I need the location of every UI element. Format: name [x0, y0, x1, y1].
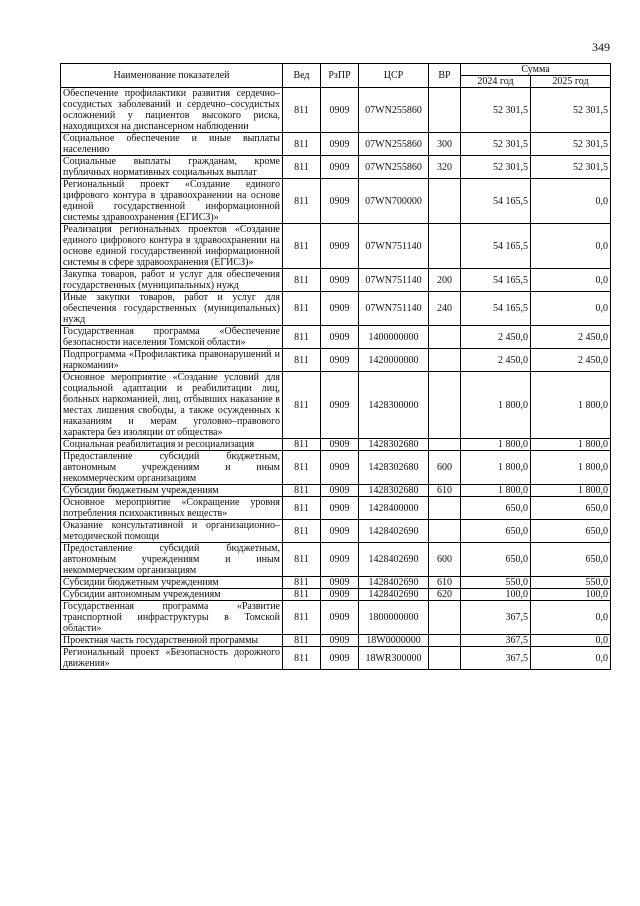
row-ved: 811 — [283, 497, 321, 520]
table-row — [61, 497, 611, 520]
row-ved: 811 — [283, 439, 321, 451]
row-name: Предоставление субсидий бюджетным, автономным учреждениям и иным некоммерческим организациям — [61, 451, 283, 485]
row-sum-2024: 54 165,5 — [461, 224, 531, 269]
table-header — [61, 64, 611, 88]
row-sum-2024: 650,0 — [461, 520, 531, 543]
row-vr: 610 — [429, 577, 461, 589]
table-row — [61, 269, 611, 292]
row-csr: 1428302680 — [359, 451, 429, 485]
row-name: Основное мероприятие «Создание условий для социальной адаптации и реабилитации лиц, больных наркоманией, лиц, отбывших наказание в местах лишения свободы, а также осужденных к наказаниям и мерам уголовно–правового характера без изоляции от общества» — [61, 372, 283, 439]
row-csr: 07WN255860 — [359, 156, 429, 179]
row-ved: 811 — [283, 601, 321, 635]
table-row — [61, 133, 611, 156]
row-vr — [429, 635, 461, 647]
row-ved: 811 — [283, 349, 321, 372]
row-name: Государственная программа «Развитие транспортной инфраструктуры в Томской области» — [61, 601, 283, 635]
row-name: Региональный проект «Создание единого цифрового контура в здравоохранении на основе единой государственной информационной системы здравоохранения (ЕГИСЗ)» — [61, 179, 283, 224]
row-rzpr: 0909 — [321, 497, 359, 520]
row-rzpr: 0909 — [321, 485, 359, 497]
table-row — [61, 88, 611, 133]
row-vr — [429, 349, 461, 372]
row-ved: 811 — [283, 133, 321, 156]
row-name: Оказание консультативной и организационно–методической помощи — [61, 520, 283, 543]
row-sum-2025: 650,0 — [531, 543, 611, 577]
header-sum: Сумма — [461, 64, 611, 76]
row-csr: 1428302680 — [359, 439, 429, 451]
row-sum-2024: 2 450,0 — [461, 326, 531, 349]
row-rzpr: 0909 — [321, 635, 359, 647]
row-sum-2024: 650,0 — [461, 543, 531, 577]
row-rzpr: 0909 — [321, 439, 359, 451]
row-rzpr: 0909 — [321, 520, 359, 543]
row-csr: 1800000000 — [359, 601, 429, 635]
row-name: Социальные выплаты гражданам, кроме публичных нормативных социальных выплат — [61, 156, 283, 179]
row-vr — [429, 88, 461, 133]
row-vr — [429, 647, 461, 670]
row-csr: 1420000000 — [359, 349, 429, 372]
row-sum-2025: 1 800,0 — [531, 439, 611, 451]
row-csr: 07WN255860 — [359, 133, 429, 156]
row-name: Субсидии бюджетным учреждениям — [61, 485, 283, 497]
table-row — [61, 224, 611, 269]
row-sum-2025: 0,0 — [531, 601, 611, 635]
page-number: 349 — [592, 40, 610, 54]
row-rzpr: 0909 — [321, 601, 359, 635]
table-row — [61, 485, 611, 497]
row-sum-2025: 0,0 — [531, 224, 611, 269]
header-year-2025: 2025 год — [531, 76, 611, 88]
row-vr: 320 — [429, 156, 461, 179]
row-sum-2025: 0,0 — [531, 647, 611, 670]
row-sum-2024: 550,0 — [461, 577, 531, 589]
row-vr: 610 — [429, 485, 461, 497]
row-csr: 1428300000 — [359, 372, 429, 439]
row-sum-2025: 52 301,5 — [531, 156, 611, 179]
row-rzpr: 0909 — [321, 349, 359, 372]
row-csr: 18WR300000 — [359, 647, 429, 670]
row-name: Проектная часть государственной программы — [61, 635, 283, 647]
row-name: Государственная программа «Обеспечение безопасности населения Томской области» — [61, 326, 283, 349]
row-name: Реализация региональных проектов «Создание единого цифрового контура в здравоохранении на основе единой государственной информационной системы в сфере здравоохранения (ЕГИСЗ)» — [61, 224, 283, 269]
header-rzpr: РзПР — [321, 64, 359, 88]
row-sum-2024: 1 800,0 — [461, 439, 531, 451]
row-sum-2024: 100,0 — [461, 589, 531, 601]
row-rzpr: 0909 — [321, 451, 359, 485]
table-row — [61, 439, 611, 451]
header-year-2024: 2024 год — [461, 76, 531, 88]
row-vr — [429, 326, 461, 349]
row-sum-2025: 100,0 — [531, 589, 611, 601]
row-sum-2024: 1 800,0 — [461, 451, 531, 485]
budget-table — [60, 63, 611, 670]
row-vr: 300 — [429, 133, 461, 156]
row-sum-2024: 52 301,5 — [461, 156, 531, 179]
row-ved: 811 — [283, 156, 321, 179]
table-row — [61, 179, 611, 224]
row-rzpr: 0909 — [321, 179, 359, 224]
row-sum-2024: 52 301,5 — [461, 88, 531, 133]
row-ved: 811 — [283, 372, 321, 439]
row-vr: 600 — [429, 451, 461, 485]
table-row — [61, 451, 611, 485]
row-rzpr: 0909 — [321, 133, 359, 156]
row-ved: 811 — [283, 224, 321, 269]
header-name: Наименование показателей — [61, 64, 283, 88]
row-sum-2025: 650,0 — [531, 520, 611, 543]
row-rzpr: 0909 — [321, 543, 359, 577]
row-name: Иные закупки товаров, работ и услуг для обеспечения государственных (муниципальных) нужд — [61, 292, 283, 326]
row-sum-2025: 550,0 — [531, 577, 611, 589]
table-body — [61, 88, 611, 670]
row-vr — [429, 497, 461, 520]
row-name: Социальная реабилитация и ресоциализация — [61, 439, 283, 451]
row-csr: 1400000000 — [359, 326, 429, 349]
row-ved: 811 — [283, 269, 321, 292]
row-ved: 811 — [283, 292, 321, 326]
row-ved: 811 — [283, 577, 321, 589]
row-csr: 1428402690 — [359, 577, 429, 589]
table-row — [61, 349, 611, 372]
row-vr: 200 — [429, 269, 461, 292]
row-sum-2025: 2 450,0 — [531, 349, 611, 372]
header-vr: ВР — [429, 64, 461, 88]
row-name: Закупка товаров, работ и услуг для обеспечения государственных (муниципальных) нужд — [61, 269, 283, 292]
row-sum-2025: 2 450,0 — [531, 326, 611, 349]
row-csr: 07WN751140 — [359, 292, 429, 326]
row-ved: 811 — [283, 589, 321, 601]
row-ved: 811 — [283, 88, 321, 133]
row-sum-2024: 1 800,0 — [461, 485, 531, 497]
row-sum-2024: 650,0 — [461, 497, 531, 520]
table-row — [61, 601, 611, 635]
row-csr: 1428402690 — [359, 589, 429, 601]
row-sum-2025: 650,0 — [531, 497, 611, 520]
row-csr: 07WN751140 — [359, 224, 429, 269]
row-csr: 07WN255860 — [359, 88, 429, 133]
row-rzpr: 0909 — [321, 326, 359, 349]
row-name: Основное мероприятие «Сокращение уровня потребления психоактивных веществ» — [61, 497, 283, 520]
row-sum-2025: 0,0 — [531, 179, 611, 224]
row-vr — [429, 520, 461, 543]
row-sum-2025: 0,0 — [531, 269, 611, 292]
row-vr — [429, 601, 461, 635]
row-sum-2025: 1 800,0 — [531, 451, 611, 485]
row-sum-2024: 367,5 — [461, 635, 531, 647]
row-ved: 811 — [283, 543, 321, 577]
row-sum-2025: 1 800,0 — [531, 485, 611, 497]
row-vr — [429, 439, 461, 451]
row-ved: 811 — [283, 520, 321, 543]
row-rzpr: 0909 — [321, 292, 359, 326]
table-row — [61, 292, 611, 326]
header-ved: Вед — [283, 64, 321, 88]
row-vr — [429, 372, 461, 439]
row-rzpr: 0909 — [321, 577, 359, 589]
row-sum-2024: 367,5 — [461, 647, 531, 670]
table-row — [61, 326, 611, 349]
header-csr: ЦСР — [359, 64, 429, 88]
row-rzpr: 0909 — [321, 269, 359, 292]
row-csr: 1428400000 — [359, 497, 429, 520]
row-sum-2025: 52 301,5 — [531, 88, 611, 133]
row-name: Субсидии автономным учреждениям — [61, 589, 283, 601]
table-row — [61, 543, 611, 577]
table-row — [61, 647, 611, 670]
row-ved: 811 — [283, 647, 321, 670]
row-csr: 07WN751140 — [359, 269, 429, 292]
row-sum-2024: 367,5 — [461, 601, 531, 635]
row-sum-2024: 54 165,5 — [461, 292, 531, 326]
row-ved: 811 — [283, 179, 321, 224]
row-rzpr: 0909 — [321, 156, 359, 179]
row-ved: 811 — [283, 485, 321, 497]
row-vr: 240 — [429, 292, 461, 326]
table-row — [61, 372, 611, 439]
row-vr — [429, 224, 461, 269]
table-row — [61, 589, 611, 601]
table-row — [61, 635, 611, 647]
row-sum-2024: 54 165,5 — [461, 269, 531, 292]
row-ved: 811 — [283, 451, 321, 485]
row-name: Подпрограмма «Профилактика правонарушений и наркомании» — [61, 349, 283, 372]
row-ved: 811 — [283, 326, 321, 349]
row-sum-2025: 52 301,5 — [531, 133, 611, 156]
row-csr: 1428302680 — [359, 485, 429, 497]
row-vr — [429, 179, 461, 224]
row-rzpr: 0909 — [321, 589, 359, 601]
table-row — [61, 577, 611, 589]
row-rzpr: 0909 — [321, 224, 359, 269]
row-csr: 1428402690 — [359, 520, 429, 543]
table-row — [61, 520, 611, 543]
row-rzpr: 0909 — [321, 372, 359, 439]
row-sum-2024: 1 800,0 — [461, 372, 531, 439]
row-name: Предоставление субсидий бюджетным, автономным учреждениям и иным некоммерческим организациям — [61, 543, 283, 577]
row-csr: 07WN700000 — [359, 179, 429, 224]
row-csr: 18W0000000 — [359, 635, 429, 647]
row-sum-2024: 52 301,5 — [461, 133, 531, 156]
row-rzpr: 0909 — [321, 647, 359, 670]
row-sum-2024: 2 450,0 — [461, 349, 531, 372]
row-name: Региональный проект «Безопасность дорожного движения» — [61, 647, 283, 670]
row-sum-2024: 54 165,5 — [461, 179, 531, 224]
row-ved: 811 — [283, 635, 321, 647]
row-vr: 620 — [429, 589, 461, 601]
table-row — [61, 156, 611, 179]
row-rzpr: 0909 — [321, 88, 359, 133]
row-vr: 600 — [429, 543, 461, 577]
row-name: Социальное обеспечение и иные выплаты населению — [61, 133, 283, 156]
row-csr: 1428402690 — [359, 543, 429, 577]
row-name: Обеспечение профилактики развития сердечно–сосудистых заболеваний и сердечно–сосудистых осложнений у пациентов высокого риска, находящихся на диспансерном наблюдении — [61, 88, 283, 133]
row-sum-2025: 0,0 — [531, 292, 611, 326]
row-sum-2025: 0,0 — [531, 635, 611, 647]
row-name: Субсидии бюджетным учреждениям — [61, 577, 283, 589]
row-sum-2025: 1 800,0 — [531, 372, 611, 439]
